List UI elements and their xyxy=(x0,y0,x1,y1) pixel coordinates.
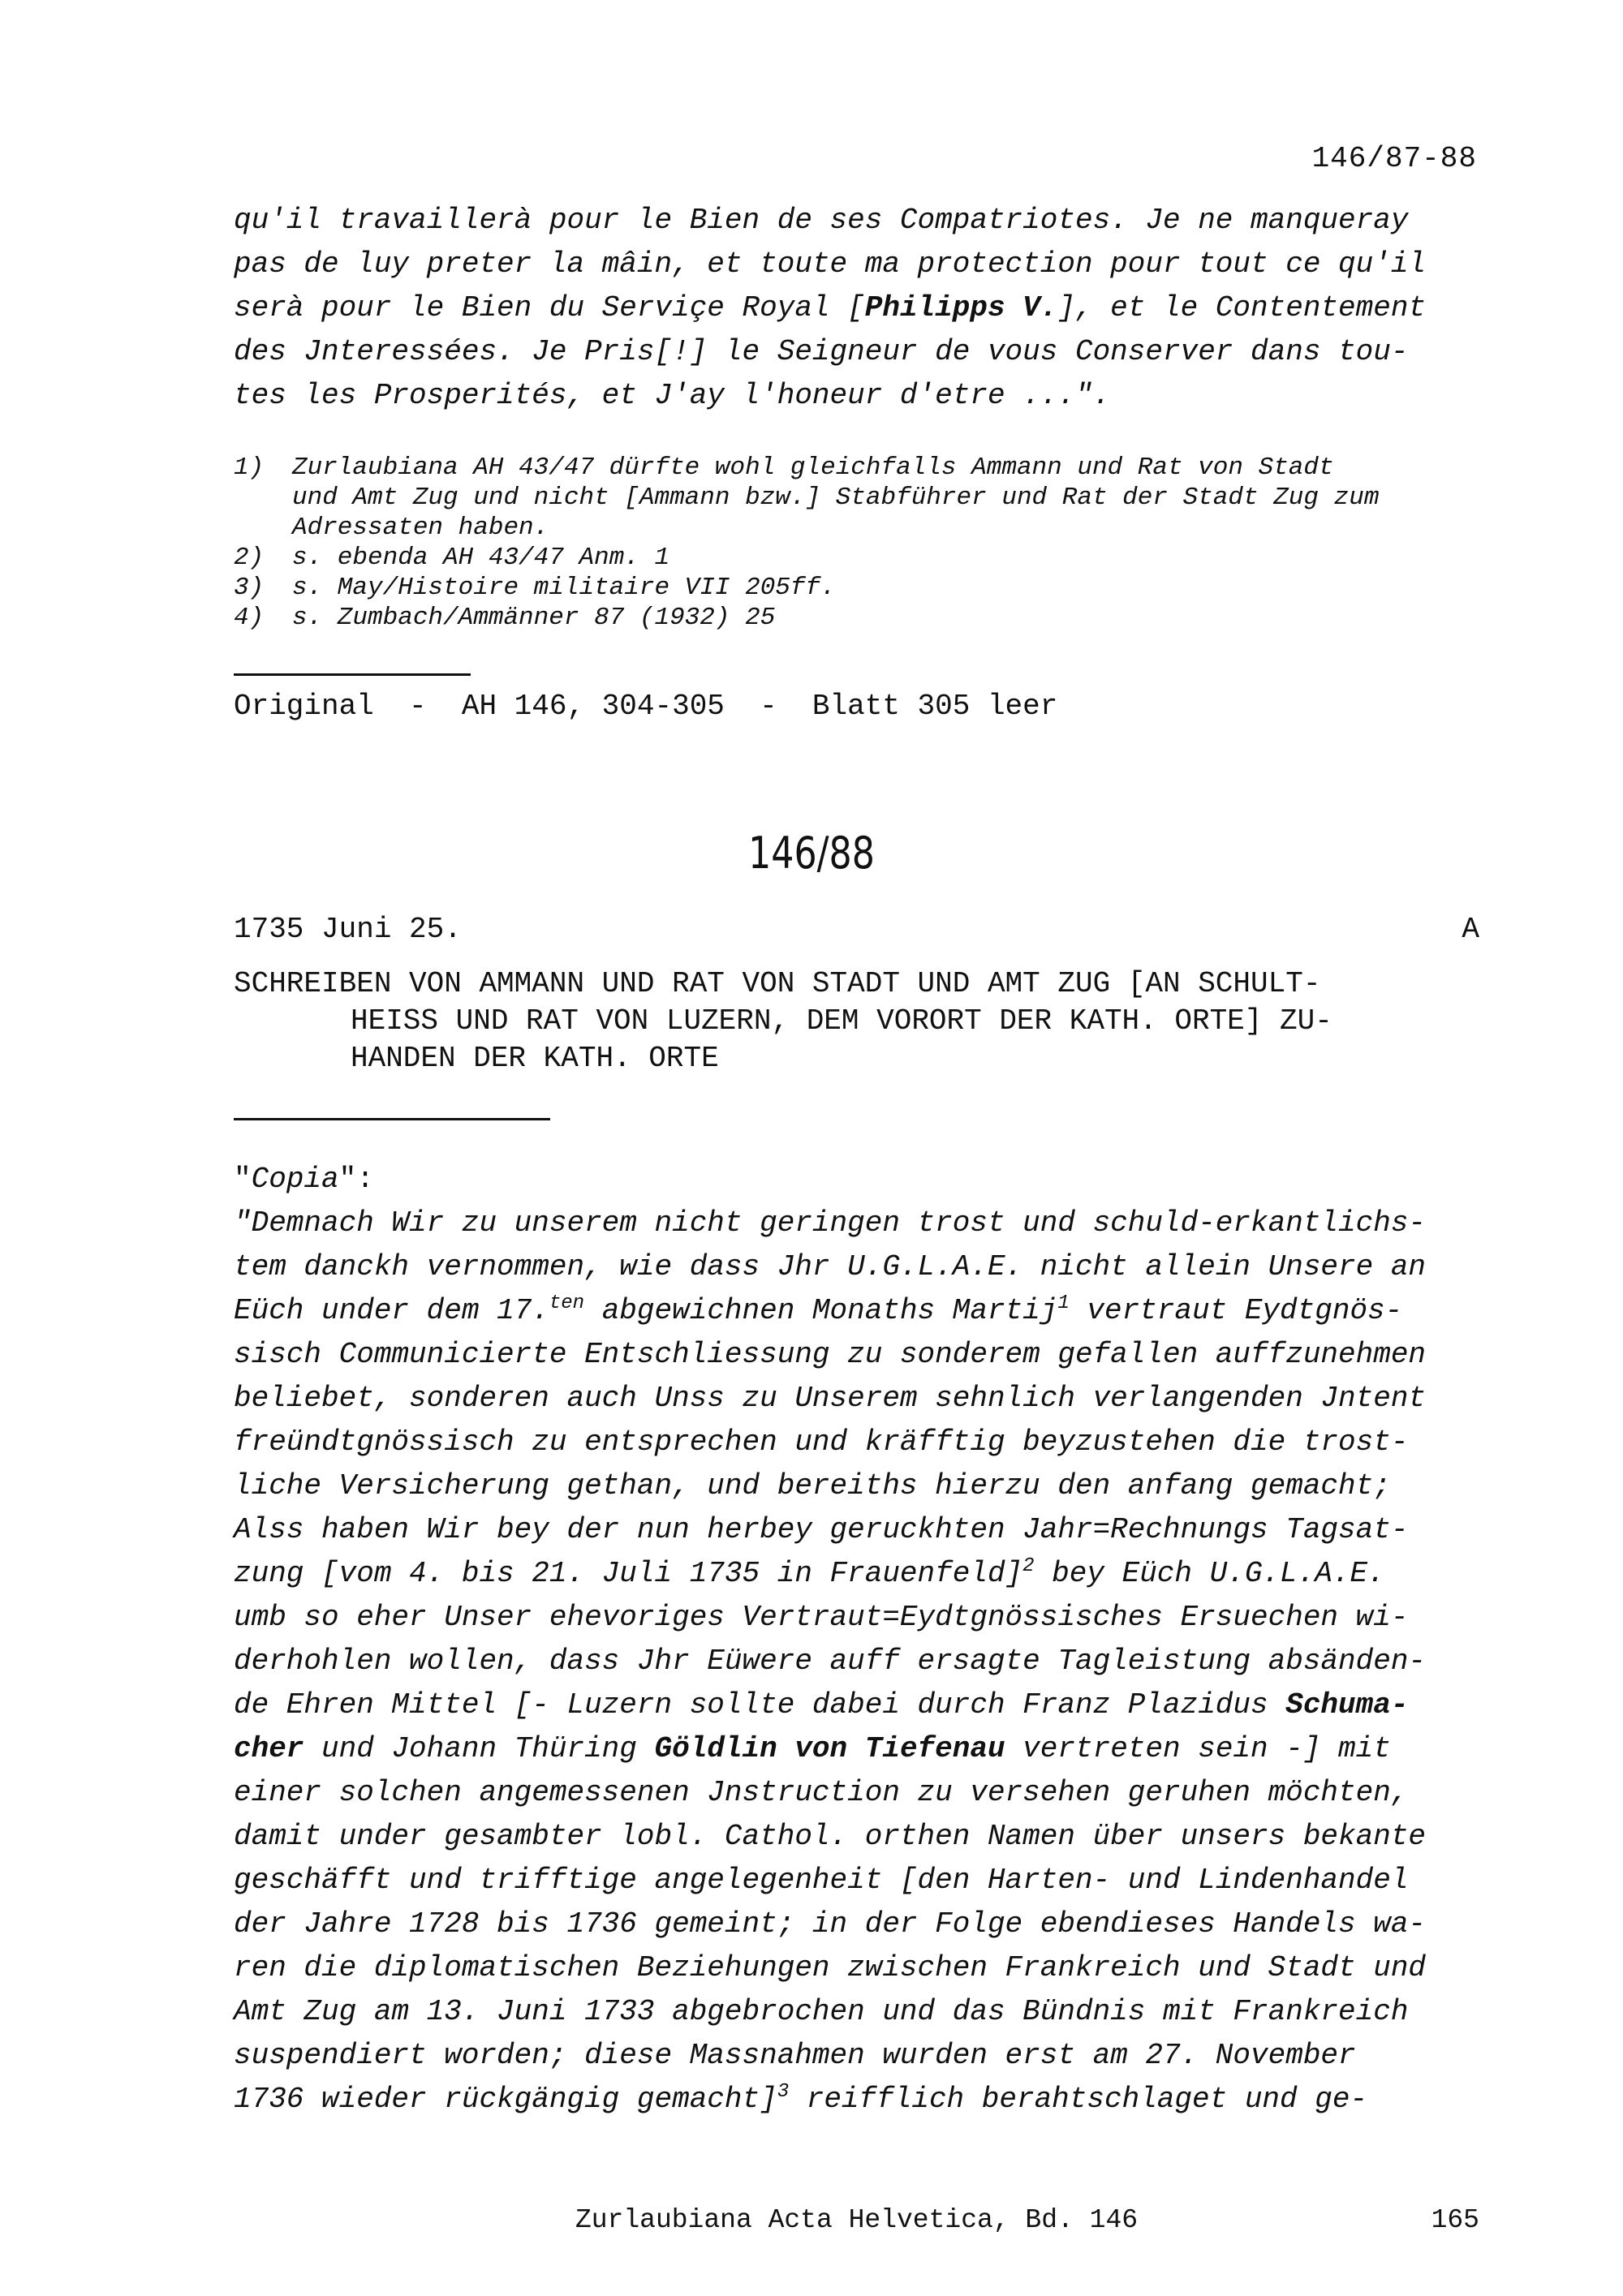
footnote-4: 4) s. Zumbach/Ammänner 87 (1932) 25 xyxy=(234,604,776,632)
text-line: der Jahre 1728 bis 1736 gemeint; in der Folge ebendieses Handels wa- xyxy=(234,1907,1427,1941)
document-letter: A xyxy=(1462,913,1479,946)
footnote-1: 1) Zurlaubiana AH 43/47 dürfte wohl gleichfalls Ammann und Rat von Stadt xyxy=(234,454,1334,482)
text-line: Alss haben Wir bey der nun herbey geruckhten Jahr=Rechnungs Tagsat- xyxy=(234,1513,1409,1546)
text-line: einer solchen angemessenen Jnstruction zu versehen geruhen möchten, xyxy=(234,1776,1409,1809)
text-line: ren die diplomatischen Beziehungen zwischen Frankreich und Stadt und xyxy=(234,1951,1427,1984)
document-title xyxy=(234,965,1479,1077)
text-line: pas de luy preter la mâin, et toute ma protection pour tout ce qu'il xyxy=(234,247,1427,281)
text-line: Amt Zug am 13. Juni 1733 abgebrochen und das Bündnis mit Frankreich xyxy=(234,1995,1409,2028)
page-number: 165 xyxy=(1431,2205,1479,2235)
title-line: HEISS UND RAT VON LUZERN, DEM VORORT DER KATH. ORTE] ZU- xyxy=(351,1004,1332,1038)
text-line: "Demnach Wir zu unserem nicht geringen trost und schuld-erkantlichs- xyxy=(234,1206,1427,1240)
document-number: 146/88 xyxy=(748,828,875,879)
date-line xyxy=(234,913,1479,946)
text-line: zung [vom 4. bis 21. Juli 1735 in Frauenfeld]$^2$ bey Eüch U.G.L.A.E. xyxy=(234,1555,1385,1590)
bold-name: Philipps V. xyxy=(864,291,1058,325)
text-line: derhohlen wollen, dass Jhr Eüwere auff ersagte Tagleistung absänden- xyxy=(234,1645,1427,1678)
title-line: SCHREIBEN VON AMMANN UND RAT VON STADT UND AMT ZUG [AN SCHULT- xyxy=(234,967,1321,1000)
text-line: de Ehren Mittel [- Luzern sollte dabei durch Franz Plazidus Schuma- xyxy=(234,1688,1409,1722)
continuation-text xyxy=(234,199,1479,418)
text-line: sisch Communicierte Entschliessung zu sonderem gefallen auffzunehmen xyxy=(234,1338,1427,1371)
footnote-3: 3) s. May/Histoire militaire VII 205ff. xyxy=(234,574,836,602)
footnote-1-cont: und Amt Zug und nicht [Ammann bzw.] Stabführer und Rat der Stadt Zug zum xyxy=(292,484,1380,512)
text-line: beliebet, sonderen auch Unss zu Unserem sehnlich verlangenden Jntent xyxy=(234,1382,1427,1415)
document-date: 1735 Juni 25. xyxy=(234,913,462,946)
footnote-2: 2) s. ebenda AH 43/47 Anm. 1 xyxy=(234,544,670,572)
text-line: serà pour le Bien du Serviçe Royal [Philipps V.], et le Contentement xyxy=(234,291,1427,325)
separator-rule xyxy=(234,673,471,676)
text-line: 1736 wieder rückgängig gemacht]$^3$ reifflich berahtschlaget und ge- xyxy=(234,2081,1368,2116)
page-reference: 146/87-88 xyxy=(1311,142,1477,175)
text-line: umb so eher Unser ehevoriges Vertraut=Eydtgnössisches Ersuechen wi- xyxy=(234,1601,1409,1634)
text-line: qu'il travaillerà pour le Bien de ses Compatriotes. Je ne manqueray xyxy=(234,204,1409,237)
original-reference: Original - AH 146, 304-305 - Blatt 305 leer xyxy=(234,690,1058,723)
title-line: HANDEN DER KATH. ORTE xyxy=(351,1042,719,1075)
text-line: liche Versicherung gethan, und bereiths hierzu den anfang gemacht; xyxy=(234,1469,1391,1503)
text-line: geschäfft und trifftige angelegenheit [den Harten- und Lindenhandel xyxy=(234,1864,1409,1897)
footer-title: Zurlaubiana Acta Helvetica, Bd. 146 xyxy=(575,2205,1139,2235)
text-line: tes les Prosperités, et J'ay l'honeur d'etre ...". xyxy=(234,379,1111,412)
copia-label: "Copia": xyxy=(234,1163,374,1196)
title-rule xyxy=(234,1118,550,1120)
text-line: freündtgnössisch zu entsprechen und kräfftig beyzustehen die trost- xyxy=(234,1425,1409,1459)
main-text xyxy=(234,1158,1479,2122)
text-line: suspendiert worden; diese Massnahmen wurden erst am 27. November xyxy=(234,2039,1356,2072)
text-line: cher und Johann Thüring Göldlin von Tiefenau vertreten sein -] mit xyxy=(234,1732,1391,1765)
text-line: des Jnteressées. Je Pris[!] le Seigneur de vous Conserver dans tou- xyxy=(234,335,1409,368)
text-line: tem danckh vernommen, wie dass Jhr U.G.L.A.E. nicht allein Unsere an xyxy=(234,1250,1427,1283)
footnotes xyxy=(234,453,1479,633)
text-line: Eüch under dem 17.$^{ten}$ abgewichnen Monaths Martij$^1$ vertraut Eydtgnös- xyxy=(234,1292,1403,1327)
footnote-1-cont: Adressaten haben. xyxy=(292,514,549,542)
text-line: damit under gesambter lobl. Cathol. orthen Namen über unsers bekante xyxy=(234,1820,1427,1853)
